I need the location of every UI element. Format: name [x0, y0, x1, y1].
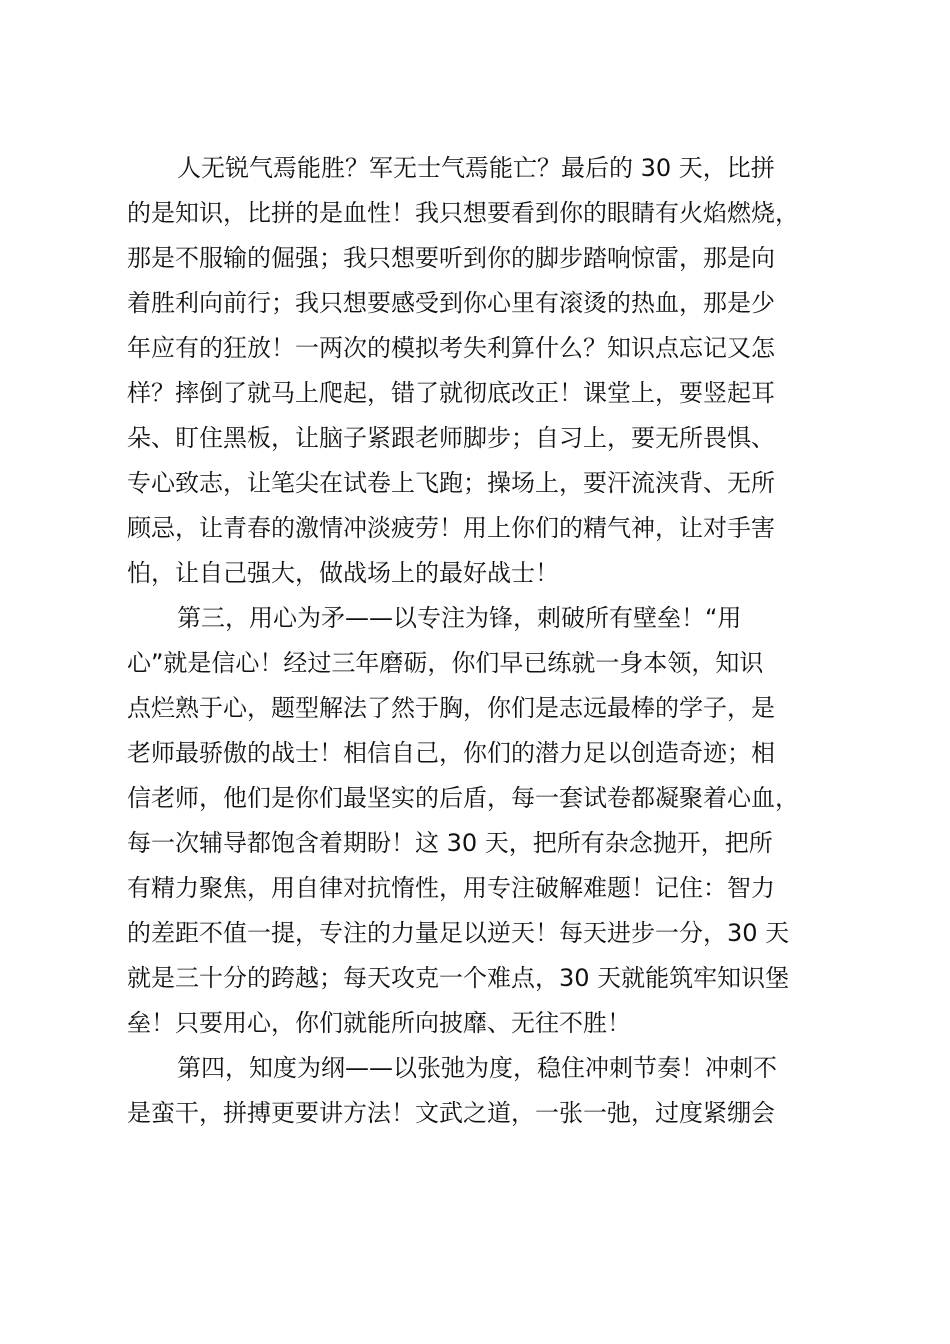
text-line: 专心致志，让笔尖在试卷上飞跑；操场上，要汗流浃背、无所 [127, 469, 775, 497]
text-line: 每一次辅导都饱含着期盼！这 30 天，把所有杂念抛开，把所 [127, 829, 773, 857]
text-line: 点烂熟于心，题型解法了然于胸，你们是志远最棒的学子，是 [127, 694, 775, 722]
body-text [127, 146, 835, 1136]
text-line: 顾忌，让青春的激情冲淡疲劳！用上你们的精气神，让对手害 [127, 514, 775, 542]
paragraph-2 [127, 596, 835, 1046]
text-line: 垒！只要用心，你们就能所向披靡、无往不胜！ [127, 1009, 631, 1037]
text-line: 第三，用心为矛——以专注为锋，刺破所有壁垒！“用 [177, 604, 742, 632]
text-line: 朵、盯住黑板，让脑子紧跟老师脚步；自习上，要无所畏惧、 [127, 424, 775, 452]
paragraph-1 [127, 146, 835, 596]
text-line: 的是知识，比拼的是血性！我只想要看到你的眼睛有火焰燃烧， [127, 199, 799, 227]
paragraph-3 [127, 1046, 835, 1136]
text-line: 第四，知度为纲——以张弛为度，稳住冲刺节奏！冲刺不 [177, 1054, 777, 1082]
text-line: 的差距不值一提，专注的力量足以逆天！每天进步一分，30 天 [127, 919, 790, 947]
text-line: 人无锐气焉能胜？军无士气焉能亡？最后的 30 天，比拼 [177, 154, 775, 182]
text-line: 是蛮干，拼搏更要讲方法！文武之道，一张一弛，过度紧绷会 [127, 1099, 775, 1127]
text-line: 样？摔倒了就马上爬起，错了就彻底改正！课堂上，要竖起耳 [127, 379, 775, 407]
text-line: 老师最骄傲的战士！相信自己，你们的潜力足以创造奇迹；相 [127, 739, 775, 767]
text-line: 有精力聚焦，用自律对抗惰性，用专注破解难题！记住：智力 [127, 874, 775, 902]
text-line: 年应有的狂放！一两次的模拟考失利算什么？知识点忘记又怎 [127, 334, 775, 362]
text-line: 那是不服输的倔强；我只想要听到你的脚步踏响惊雷，那是向 [127, 244, 775, 272]
text-line: 着胜利向前行；我只想要感受到你心里有滚烫的热血，那是少 [127, 289, 775, 317]
text-line: 就是三十分的跨越；每天攻克一个难点，30 天就能筑牢知识堡 [127, 964, 790, 992]
text-line: 心”就是信心！经过三年磨砺，你们早已练就一身本领，知识 [127, 649, 764, 677]
text-line: 怕，让自己强大，做战场上的最好战士！ [127, 559, 559, 587]
text-line: 信老师，他们是你们最坚实的后盾，每一套试卷都凝聚着心血， [127, 784, 799, 812]
